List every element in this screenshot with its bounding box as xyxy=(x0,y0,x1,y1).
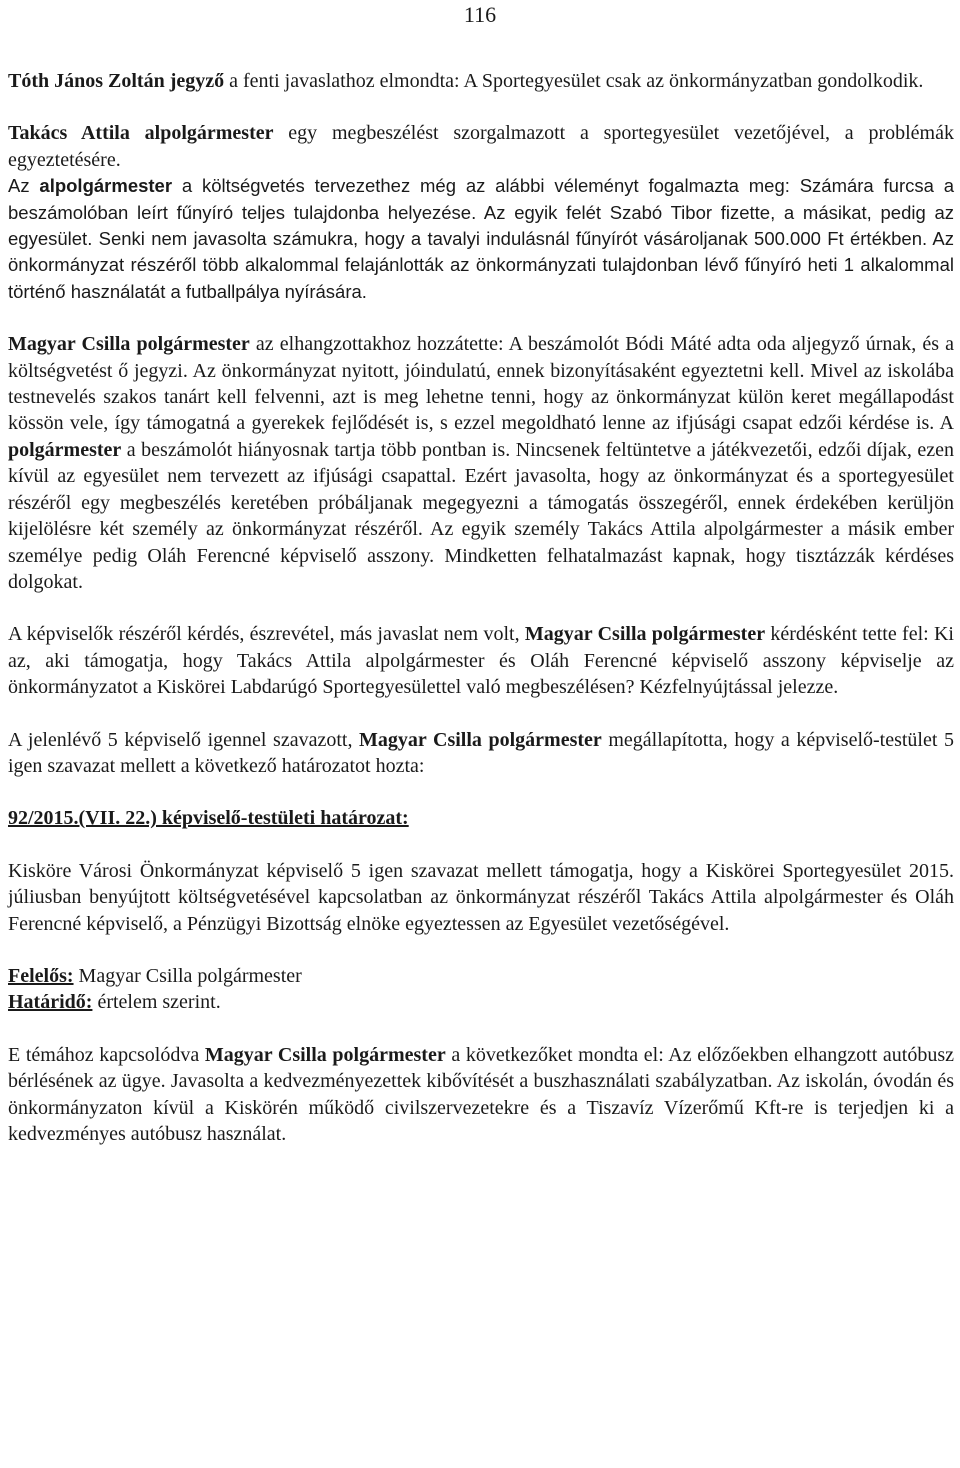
document-body xyxy=(8,68,954,1147)
speaker-name: Magyar Csilla polgármester xyxy=(524,623,766,646)
paragraph-text: a beszámolót hiányosnak tartja több pontban is. Nincsenek feltüntetve a játékvezetői, edzői díjak, ezen kívül az egyesület nem tervezett az ifjúsági csapattal. Ezért javasolta, hogy az önkormányzat és a sportegyesület részéről egy megbeszélés keretében próbáljanak megegyezni a támogatás összegéről, ennek érdekében kerüljön kijelölésre két személy az önkormányzat részéről. Az egyik személy Takács Attila alpolgármester a másik ember személye pedig Oláh Ferencné képviselő asszony. Mindketten felhatalmazást kapnak, hogy tisztázzák kérdéses dolgokat. xyxy=(8,438,954,593)
paragraph-deputy-mayor-meeting xyxy=(8,120,954,173)
paragraph-text: A képviselők részéről kérdés, észrevétel, más javaslat nem volt, xyxy=(8,623,525,646)
resolution-deadline xyxy=(8,989,954,1015)
speaker-name: Tóth János Zoltán jegyző xyxy=(8,70,225,92)
deadline-value: értelem szerint. xyxy=(92,991,221,1014)
speaker-name: Magyar Csilla polgármester xyxy=(8,333,250,356)
speaker-name: Magyar Csilla polgármester xyxy=(359,728,602,751)
speaker-name: polgármester xyxy=(8,438,122,461)
page-number: 116 xyxy=(463,2,497,27)
speaker-name: Takács Attila alpolgármester xyxy=(8,122,274,145)
paragraph-text: egy megbeszélést szorgalmazott a sportegyesület vezetőjével, a problémák egyeztetésére. xyxy=(8,122,954,171)
paragraph-mayor-statement xyxy=(8,331,954,595)
paragraph-vote-result xyxy=(8,727,954,780)
responsible-label: Felelős: xyxy=(8,964,74,987)
paragraph-text: a költségvetés tervezethez még az alábbi véleményt fogalmazta meg: Számára furcsa a beszámolóban leírt fűnyíró teljes tulajdonba helyezése. Az egyik felét Szabó Tibor fizette, a másikat, pedig az egyesület. Senki nem javasolta számukra, hogy a tavalyi indulásnál fűnyírót vásároljanak 500.000 Ft értékben. Az önkormányzat részéről több alkalommal felajánlották az önkormányzati tulajdonban lévő fűnyíró heti 1 alkalommal történő használatát a futballpálya nyírására. xyxy=(8,175,954,302)
paragraph-text: a fenti javaslathoz elmondta: A Sportegyesület csak az önkormányzatban gondolkodik. xyxy=(224,70,924,92)
paragraph-text: Az xyxy=(8,175,40,197)
paragraph-text: A jelenlévő 5 képviselő igennel szavazott, xyxy=(8,728,360,751)
responsible-value: Magyar Csilla polgármester xyxy=(73,964,302,987)
paragraph-text: megállapította, hogy a képviselő-testület 5 igen szavazat mellett a következő határozatot hozta: xyxy=(8,728,954,777)
paragraph-text: E témához kapcsolódva xyxy=(8,1043,205,1066)
paragraph-text: a következőket mondta el: Az előzőekben elhangzott autóbusz bérlésének az ügye. Javasolta a kedvezményezettek kibővítését a buszhasználati szabályzatban. Az iskolán, óvodán és önkormányzaton kívül a Kiskörén működő civilszervezetekre és a Tiszavíz Vízerőmű Kft-re is terjedjen ki a kedvezményes autóbusz használat. xyxy=(8,1043,954,1145)
paragraph-notary xyxy=(8,68,954,94)
paragraph-text: az elhangzottakhoz hozzátette: A beszámolót Bódi Máté adta oda aljegyző úrnak, és a költségvetést ő jegyzi. Az önkormányzat nyitott, jóindulatú, ennek bizonyításaként egyeztetni kell. Mivel az iskolába testnevelés szakos tanárt kell felvenni, azt is meg lehetne tenni, hogy az önkormányzat külön keret megállapodást kössön vele, így támogatná a gyerekek fejlődését is, s ezzel megoldható lenne az ifjúsági csapat edzői kérdése is. A xyxy=(8,333,954,435)
speaker-name: alpolgármester xyxy=(39,175,173,197)
paragraph-text: kérdésként tette fel: Ki az, aki támogatja, hogy Takács Attila alpolgármester és Oláh Ferencné képviselő asszony képviselje az önkormányzatot a Kiskörei Labdarúgó Sportegyesülettel való megbeszélésen? Kézfelnyújtással jelezze. xyxy=(8,623,954,699)
speaker-name: Magyar Csilla polgármester xyxy=(204,1043,446,1066)
resolution-responsible xyxy=(8,963,954,989)
resolution-text: Kisköre Városi Önkormányzat képviselő 5 igen szavazat mellett támogatja, hogy a Kiskörei Sportegyesület 2015. júliusban benyújtott költségvetésével kapcsolatban az önkormányzat részéről Takács Attila alpolgármester és Oláh Ferencné képviselő, a Pénzügyi Bizottság elnöke egyeztessen az Egyesület vezetőségével. xyxy=(8,859,954,935)
paragraph-vote-question xyxy=(8,621,954,700)
deadline-label: Határidő: xyxy=(8,991,93,1014)
paragraph-deputy-mayor-opinion xyxy=(8,173,954,305)
paragraph-bus-rental xyxy=(8,1042,954,1148)
resolution-heading: 92/2015.(VII. 22.) képviselő-testületi határozat: xyxy=(8,807,409,830)
